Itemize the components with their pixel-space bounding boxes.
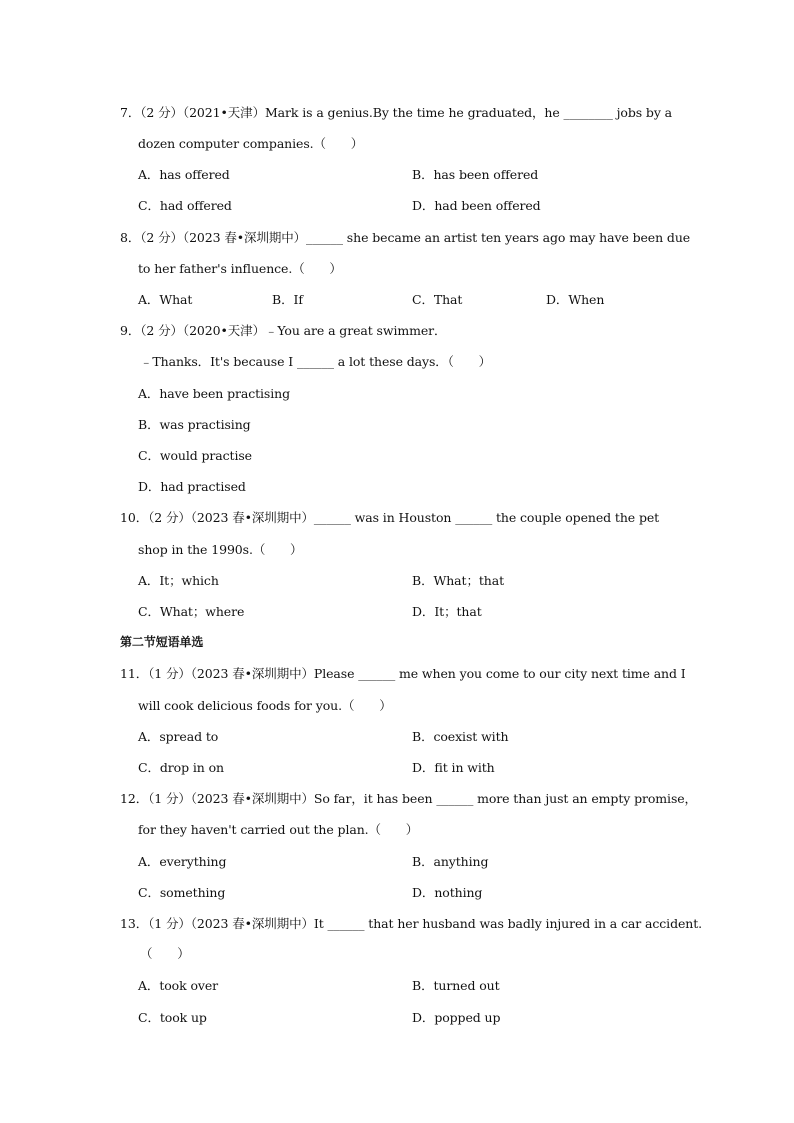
question-8-option-a[interactable]: A．What [138,292,193,307]
question-13-option-d[interactable]: D．popped up [412,1010,501,1025]
question-11-option-b[interactable]: B．coexist with [412,729,509,744]
question-12-option-d[interactable]: D．nothing [412,885,483,900]
question-11-stem: 11．（1 分）（2023 春•深圳期中）Please ______ me when you come to our city next time and I [120,666,686,681]
question-11-option-d[interactable]: D．fit in with [412,760,495,775]
question-12-option-b[interactable]: B．anything [412,854,489,869]
question-7-option-c[interactable]: C．had offered [138,198,232,213]
question-12-stem: 12．（1 分）（2023 春•深圳期中）So far，it has been ______ more than just an empty promise， [120,791,697,806]
question-10-stem-cont: shop in the 1990s.（ ） [138,542,303,557]
question-13-option-a[interactable]: A．took over [138,978,219,993]
question-9-option-b[interactable]: B．was practising [138,417,251,432]
question-13-option-b[interactable]: B．turned out [412,978,500,993]
question-10-stem: 10．（2 分）（2023 春•深圳期中）______ was in Houston ______ the couple opened the pet [120,510,660,525]
question-8-option-c[interactable]: C．That [412,292,463,307]
question-12-stem-cont: for they haven't carried out the plan.（ ） [138,822,419,837]
question-13-stem: 13．（1 分）（2023 春•深圳期中）It ______ that her husband was badly injured in a car accident. [120,916,703,931]
question-9-stem-cont: ﹣Thanks．It's because I ______ a lot these days．（ ） [140,354,492,369]
question-9-option-c[interactable]: C．would practise [138,448,252,463]
question-7-stem-cont: dozen computer companies.（ ） [138,136,364,151]
question-9-option-a[interactable]: A．have been practising [138,386,290,401]
question-10-option-c[interactable]: C．What；where [138,604,245,619]
question-9-stem: 9．（2 分）（2020•天津）﹣You are a great swimmer． [120,323,447,338]
question-10-option-b[interactable]: B．What；that [412,573,505,588]
question-8-stem: 8．（2 分）（2023 春•深圳期中）______ she became an artist ten years ago may have been due [120,230,691,245]
section-title: 第二节短语单选 [120,635,204,649]
question-7-option-b[interactable]: B．has been offered [412,167,539,182]
question-12-option-a[interactable]: A．everything [138,854,227,869]
question-8-stem-cont: to her father's influence.（ ） [138,261,342,276]
question-7-stem: 7．（2 分）（2021•天津）Mark is a genius.By the time he graduated，he ________ jobs by a [120,105,673,120]
question-7-option-d[interactable]: D．had been offered [412,198,541,213]
question-7-option-a[interactable]: A．has offered [138,167,230,182]
question-10-option-a[interactable]: A．It；which [138,573,219,588]
question-13-option-c[interactable]: C．took up [138,1010,207,1025]
question-9-option-d[interactable]: D．had practised [138,479,246,494]
question-8-option-d[interactable]: D．When [546,292,605,307]
question-10-option-d[interactable]: D．It；that [412,604,482,619]
question-11-stem-cont: will cook delicious foods for you.（ ） [138,698,392,713]
question-12-option-c[interactable]: C．something [138,885,226,900]
question-11-option-a[interactable]: A．spread to [138,729,219,744]
question-13-stem-cont: （ ） [140,946,190,961]
question-8-option-b[interactable]: B．If [272,292,303,307]
question-11-option-c[interactable]: C．drop in on [138,760,224,775]
